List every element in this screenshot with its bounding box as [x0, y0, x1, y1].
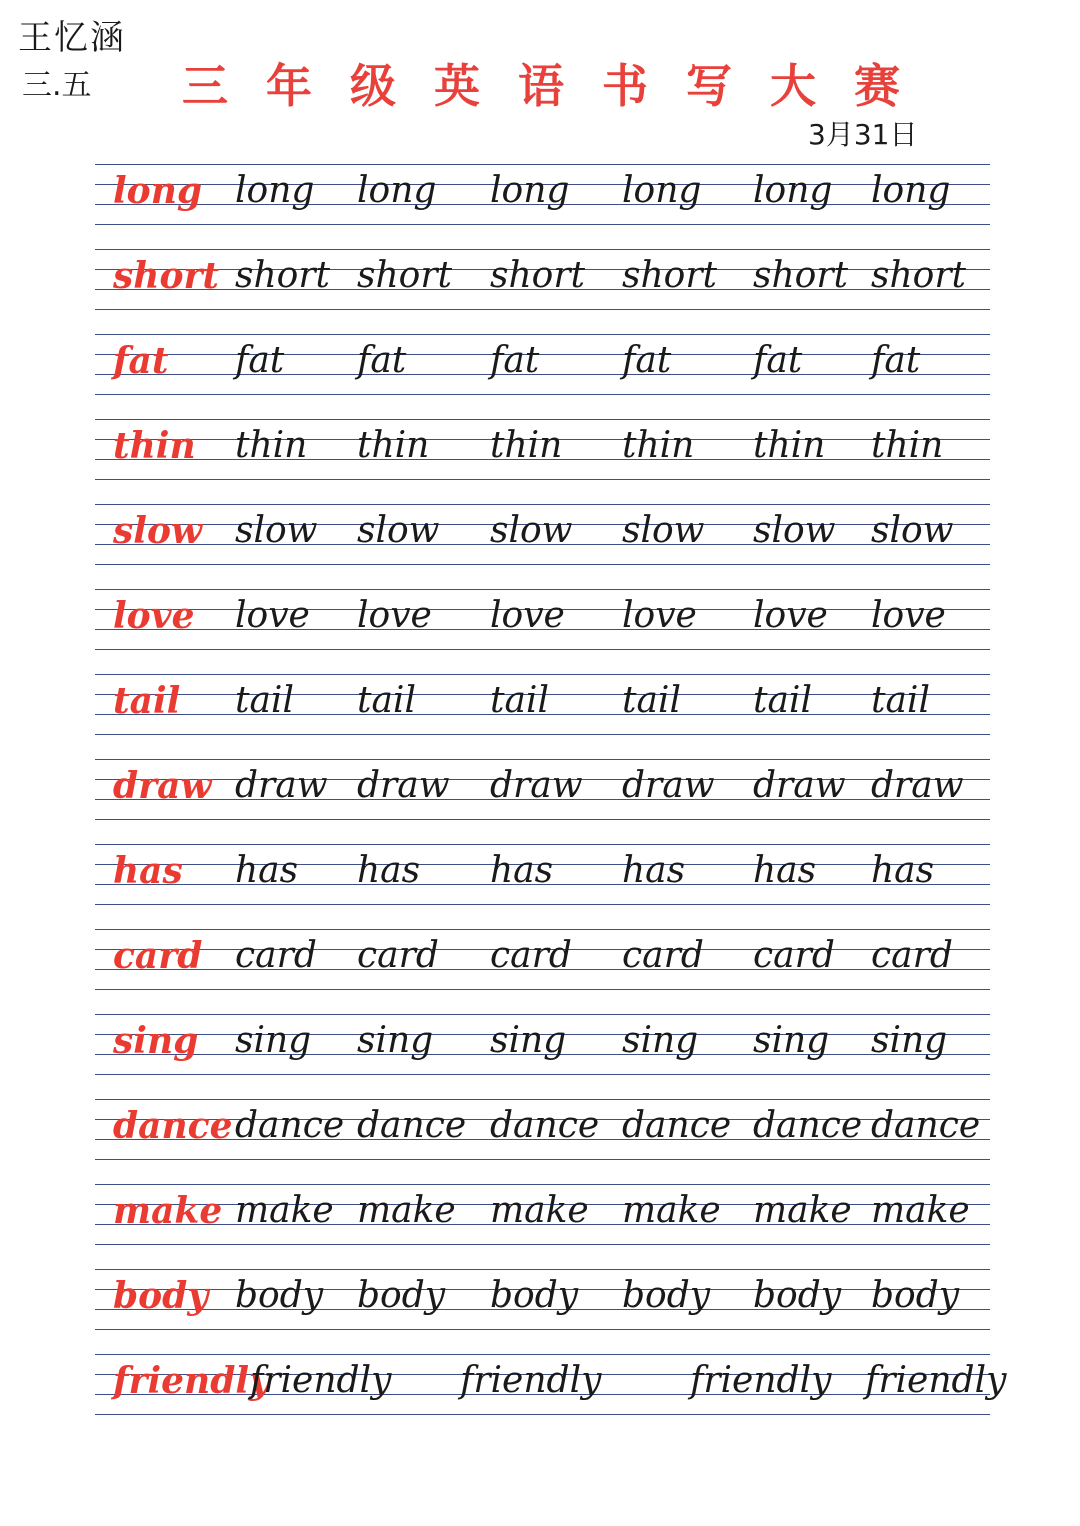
- copy-word: thin: [753, 425, 826, 466]
- copy-word: dance: [753, 1105, 863, 1146]
- model-word: has: [113, 850, 183, 892]
- copy-word: thin: [490, 425, 563, 466]
- copy-word: tail: [753, 680, 812, 721]
- copy-word: slow: [871, 510, 954, 551]
- copy-word: love: [490, 595, 565, 636]
- copy-word: card: [871, 935, 953, 976]
- practice-row: [95, 587, 990, 672]
- model-word: tail: [113, 680, 181, 722]
- copy-word: make: [357, 1190, 456, 1231]
- model-word: body: [113, 1275, 209, 1317]
- model-word: love: [113, 595, 195, 637]
- copy-word: slow: [235, 510, 318, 551]
- copy-word: short: [235, 255, 331, 296]
- copy-word: card: [357, 935, 439, 976]
- date: 3月31日: [808, 118, 918, 151]
- copy-word: tail: [622, 680, 681, 721]
- copy-word: fat: [357, 340, 407, 381]
- copy-word: long: [357, 170, 437, 211]
- copy-word: body: [490, 1275, 579, 1316]
- model-word: friendly: [113, 1360, 270, 1402]
- copy-word: draw: [357, 765, 450, 806]
- copy-word: love: [753, 595, 828, 636]
- model-word: draw: [113, 765, 212, 807]
- practice-row: [95, 1352, 1007, 1437]
- copy-word: has: [235, 850, 299, 891]
- copy-word: dance: [490, 1105, 600, 1146]
- model-word: fat: [113, 340, 169, 382]
- ruling-line: [95, 479, 990, 480]
- ruling-line: [95, 989, 990, 990]
- ruling-line: [95, 394, 990, 395]
- copy-word: card: [235, 935, 317, 976]
- practice-row: [95, 672, 990, 757]
- copy-word: make: [490, 1190, 589, 1231]
- ruling-line: [95, 374, 990, 375]
- practice-row: [95, 842, 990, 927]
- copy-word: draw: [622, 765, 715, 806]
- ruling-line: [95, 564, 990, 565]
- ruling-line: [95, 1159, 990, 1160]
- copy-word: thin: [871, 425, 944, 466]
- copy-word: body: [357, 1275, 446, 1316]
- ruling-line: [95, 1329, 990, 1330]
- practice-row: [95, 1097, 990, 1182]
- practice-row: [95, 757, 990, 842]
- copy-word: friendly: [250, 1360, 392, 1401]
- page-title: 三年级英语书写大赛: [182, 59, 938, 113]
- copy-word: long: [490, 170, 570, 211]
- copy-word: dance: [357, 1105, 467, 1146]
- model-word: card: [113, 935, 203, 977]
- copy-word: body: [871, 1275, 960, 1316]
- copy-word: long: [753, 170, 833, 211]
- ruling-line: [95, 334, 990, 335]
- copy-word: love: [357, 595, 432, 636]
- practice-row: [95, 162, 990, 247]
- model-word: short: [113, 255, 220, 297]
- copy-word: has: [490, 850, 554, 891]
- copy-word: draw: [871, 765, 964, 806]
- copy-word: body: [622, 1275, 711, 1316]
- ruling-line: [95, 649, 990, 650]
- copy-word: thin: [622, 425, 695, 466]
- practice-row: [95, 247, 990, 332]
- copy-word: card: [753, 935, 835, 976]
- model-word: long: [113, 170, 203, 212]
- copy-word: has: [871, 850, 935, 891]
- student-name: 王忆涵: [18, 18, 126, 58]
- copy-word: short: [871, 255, 967, 296]
- ruling-line: [95, 1074, 990, 1075]
- ruling-line: [95, 819, 990, 820]
- copy-word: slow: [357, 510, 440, 551]
- ruling-line: [95, 309, 990, 310]
- copy-word: thin: [235, 425, 308, 466]
- copy-word: sing: [235, 1020, 312, 1061]
- copy-word: dance: [871, 1105, 981, 1146]
- copy-word: thin: [357, 425, 430, 466]
- copy-word: sing: [753, 1020, 830, 1061]
- copy-word: draw: [235, 765, 328, 806]
- copy-word: fat: [871, 340, 921, 381]
- copy-word: body: [235, 1275, 324, 1316]
- copy-word: fat: [753, 340, 803, 381]
- ruling-line: [95, 904, 990, 905]
- copy-word: dance: [235, 1105, 345, 1146]
- copy-word: slow: [490, 510, 573, 551]
- copy-word: card: [490, 935, 572, 976]
- copy-word: fat: [490, 340, 540, 381]
- copy-word: sing: [871, 1020, 948, 1061]
- model-word: sing: [113, 1020, 199, 1062]
- practice-row: [95, 1267, 990, 1352]
- copy-word: friendly: [865, 1360, 1007, 1401]
- copy-word: fat: [622, 340, 672, 381]
- practice-row: [95, 502, 990, 587]
- student-class: 三.五: [22, 68, 92, 103]
- ruling-line: [95, 354, 990, 355]
- copy-word: card: [622, 935, 704, 976]
- copy-word: draw: [753, 765, 846, 806]
- copy-word: long: [622, 170, 702, 211]
- copy-word: sing: [490, 1020, 567, 1061]
- ruling-line: [95, 224, 990, 225]
- copy-word: make: [235, 1190, 334, 1231]
- practice-row: [95, 1182, 990, 1267]
- copy-word: make: [871, 1190, 970, 1231]
- copy-word: has: [622, 850, 686, 891]
- practice-row: [95, 417, 990, 502]
- copy-word: short: [490, 255, 586, 296]
- copy-word: long: [235, 170, 315, 211]
- model-word: slow: [113, 510, 202, 552]
- copy-word: fat: [235, 340, 285, 381]
- practice-rows: [95, 162, 1007, 1437]
- copy-word: sing: [622, 1020, 699, 1061]
- copy-word: short: [753, 255, 849, 296]
- model-word: make: [113, 1190, 223, 1232]
- practice-row: [95, 332, 990, 417]
- copy-word: has: [357, 850, 421, 891]
- model-word: thin: [113, 425, 196, 467]
- copy-word: tail: [871, 680, 930, 721]
- copy-word: draw: [490, 765, 583, 806]
- copy-word: tail: [357, 680, 416, 721]
- practice-row: [95, 927, 990, 1012]
- copy-word: tail: [235, 680, 294, 721]
- copy-word: long: [871, 170, 951, 211]
- copy-word: short: [357, 255, 453, 296]
- model-word: dance: [113, 1105, 233, 1147]
- copy-word: sing: [357, 1020, 434, 1061]
- copy-word: love: [235, 595, 310, 636]
- copy-word: love: [871, 595, 946, 636]
- copy-word: love: [622, 595, 697, 636]
- ruling-line: [95, 1414, 990, 1415]
- ruling-line: [95, 734, 990, 735]
- copy-word: friendly: [690, 1360, 832, 1401]
- copy-word: short: [622, 255, 718, 296]
- copy-word: make: [622, 1190, 721, 1231]
- practice-row: [95, 1012, 990, 1097]
- copy-word: has: [753, 850, 817, 891]
- copy-word: tail: [490, 680, 549, 721]
- copy-word: make: [753, 1190, 852, 1231]
- copy-word: slow: [622, 510, 705, 551]
- copy-word: friendly: [460, 1360, 602, 1401]
- ruling-line: [95, 1244, 990, 1245]
- copy-word: body: [753, 1275, 842, 1316]
- copy-word: slow: [753, 510, 836, 551]
- copy-word: dance: [622, 1105, 732, 1146]
